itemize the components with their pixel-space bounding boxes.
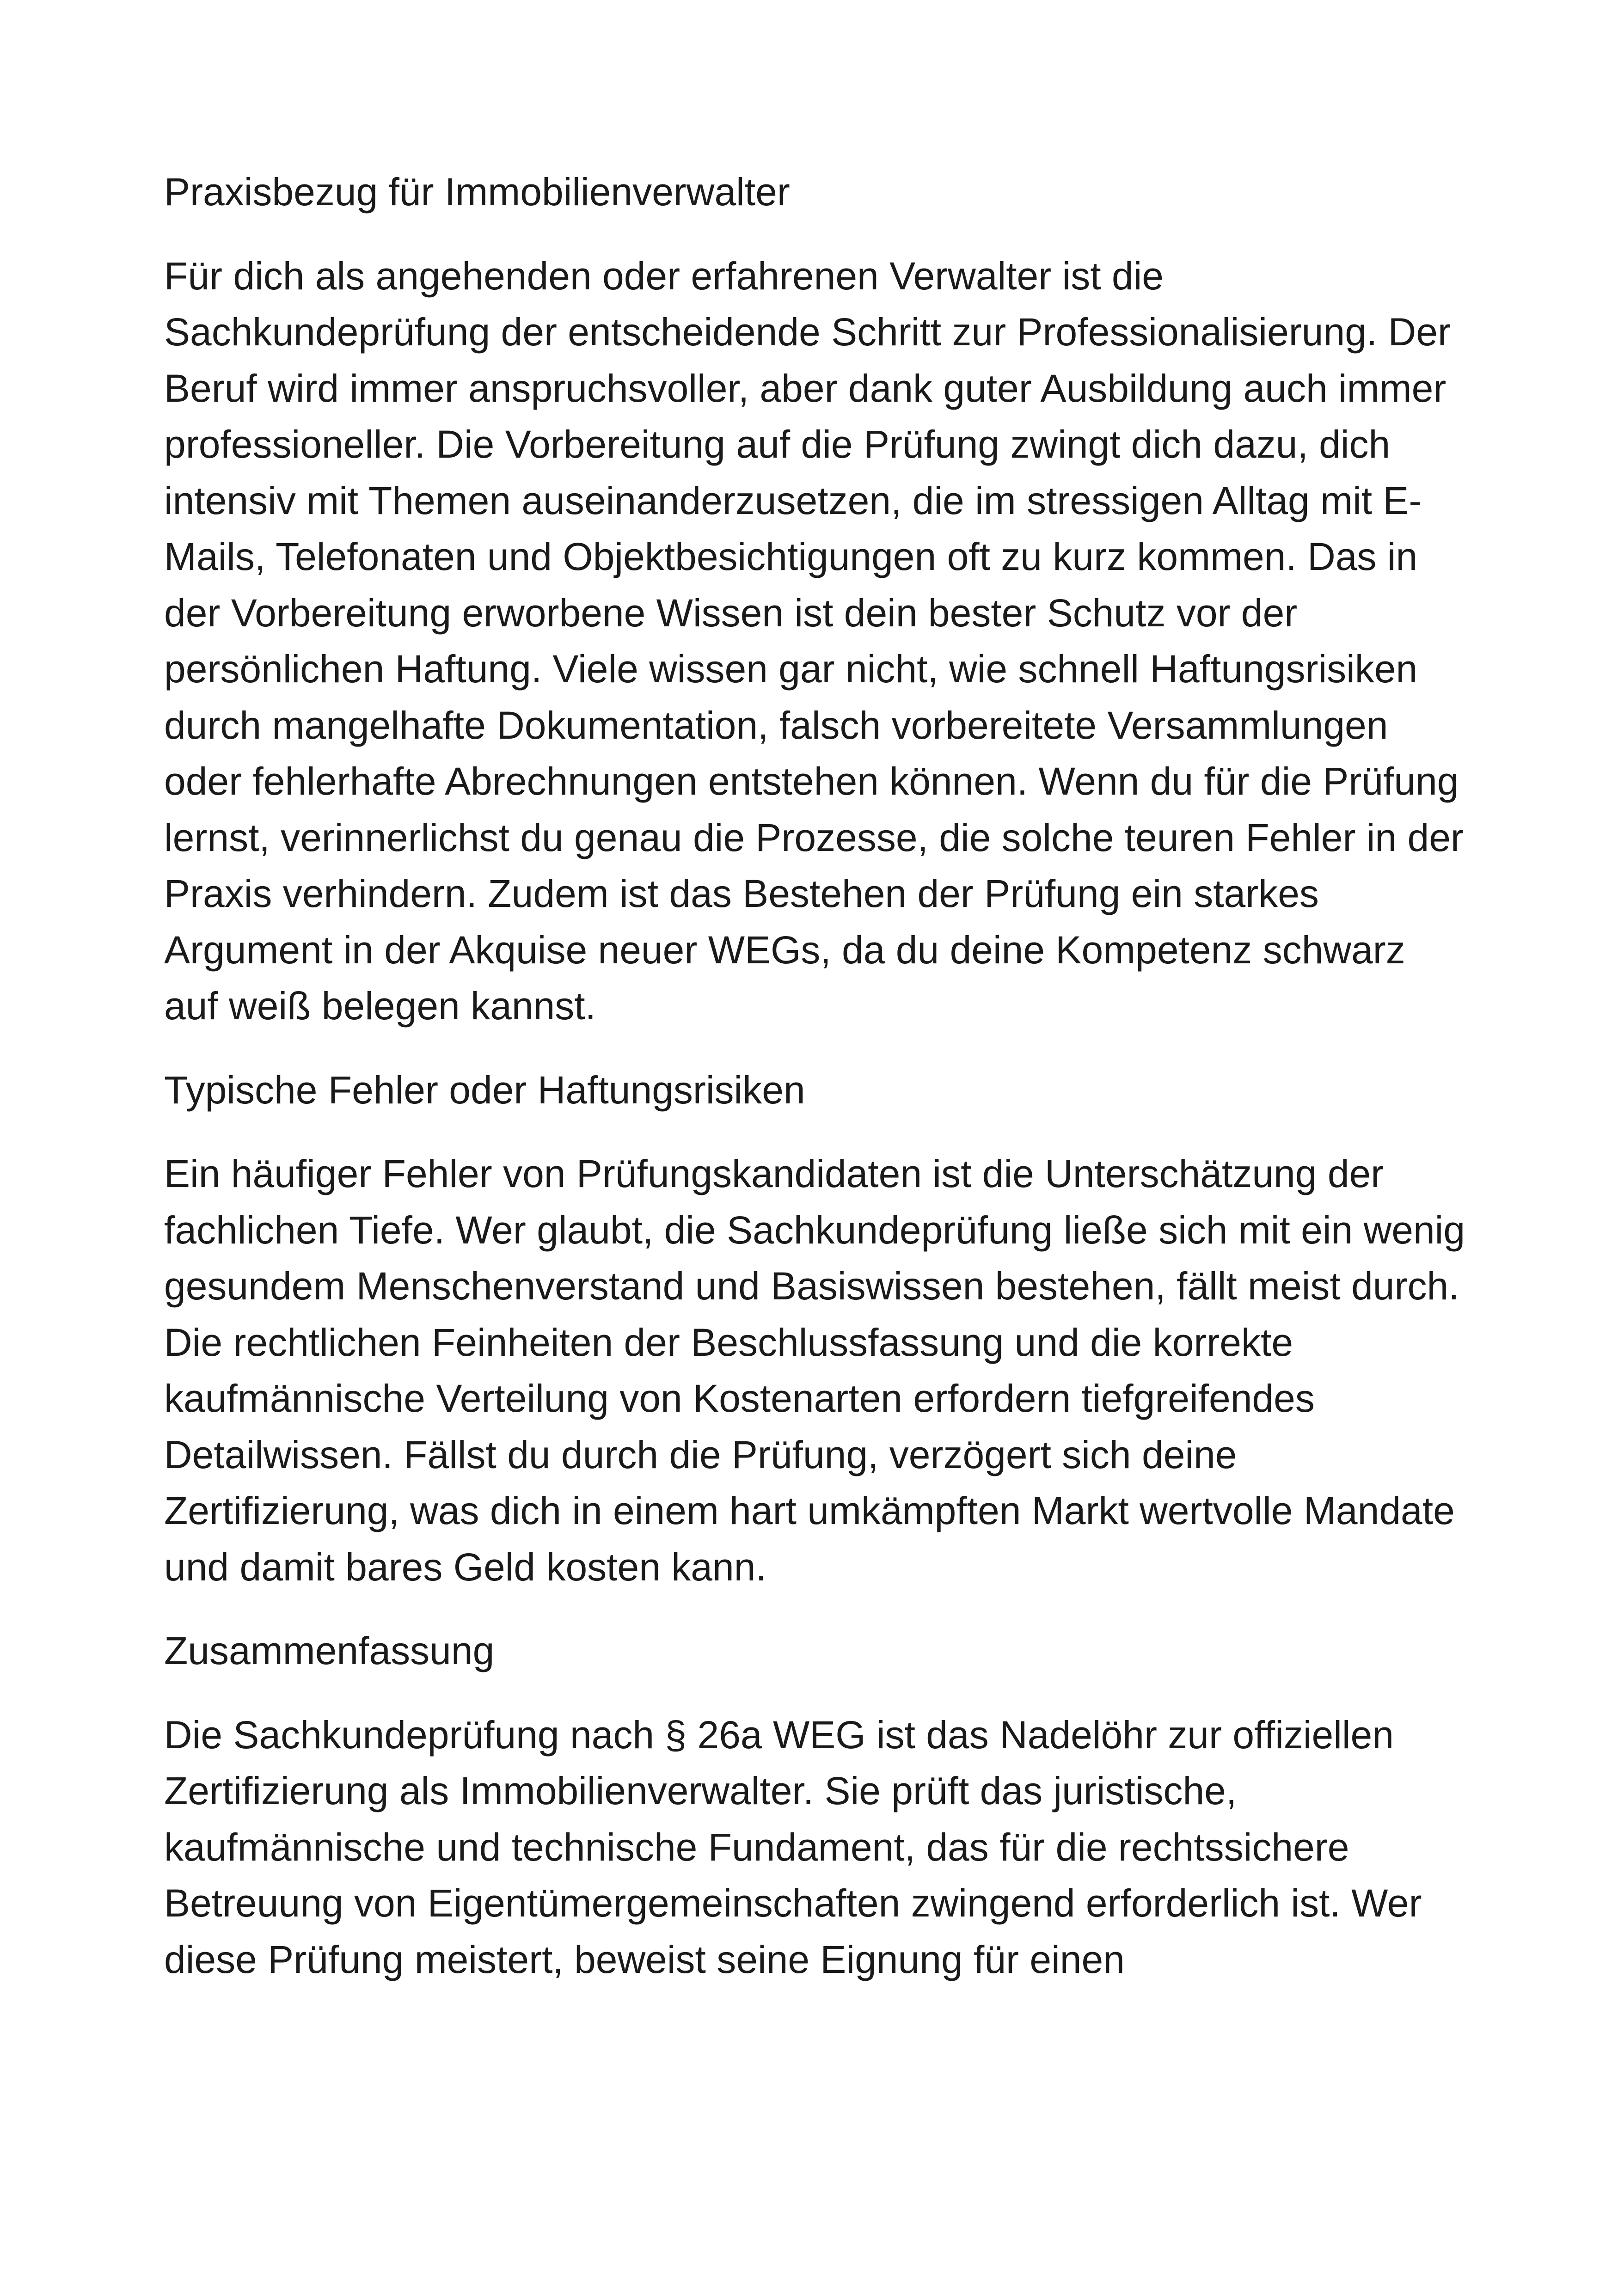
section-heading-fehler: Typische Fehler oder Haftungsrisiken: [164, 1068, 805, 1112]
section-heading-zusammenfassung: Zusammenfassung: [164, 1629, 495, 1672]
section-body-fehler: Ein häufiger Fehler von Prüfungskandidaten ist die Unterschätzung der fachlichen Tiefe. Wer glaubt, die Sachkundeprüfung ließe sich mit ein wenig gesundem Menschenverstand und Basiswissen bestehen, fällt meist durch. Die rechtlichen Feinheiten der Beschlussfassung und die korrekte kaufmännische Verteilung von Kostenarten erfordern tiefgreifendes Detailwissen. Fällst du durch die Prüfung, verzögert sich deine Zertifizierung, was dich in einem hart umkämpften Markt wertvolle Mandate und damit bares Geld kosten kann.: [164, 1152, 1465, 1589]
document-content: [164, 164, 1468, 2015]
section-heading-praxisbezug: Praxisbezug für Immobilienverwalter: [164, 170, 790, 214]
section-body-praxisbezug: Für dich als angehenden oder erfahrenen Verwalter ist die Sachkundeprüfung der entscheidende Schritt zur Professionalisierung. Der Beruf wird immer anspruchsvoller, aber dank guter Ausbildung auch immer professioneller. Die Vorbereitung auf die Prüfung zwingt dich dazu, dich intensiv mit Themen auseinanderzusetzen, die im stressigen Alltag mit E-Mails, Telefonaten und Objektbesichtigungen oft zu kurz kommen. Das in der Vorbereitung erworbene Wissen ist dein bester Schutz vor der persönlichen Haftung. Viele wissen gar nicht, wie schnell Haftungsrisiken durch mangelhafte Dokumentation, falsch vorbereitete Versammlungen oder fehlerhafte Abrechnungen entstehen können. Wenn du für die Prüfung lernst, verinnerlichst du genau die Prozesse, die solche teuren Fehler in der Praxis verhindern. Zudem ist das Bestehen der Prüfung ein starkes Argument in der Akquise neuer WEGs, da du deine Kompetenz schwarz auf weiß belegen kannst.: [164, 254, 1464, 1028]
section-body-zusammenfassung: Die Sachkundeprüfung nach § 26a WEG ist das Nadelöhr zur offiziellen Zertifizierung als Immobilienverwalter. Sie prüft das juristische, kaufmännische und technische Fundament, das für die rechtssichere Betreuung von Eigentümergemeinschaften zwingend erforderlich ist. Wer diese Prüfung meistert, beweist seine Eignung für einen: [164, 1713, 1422, 1981]
